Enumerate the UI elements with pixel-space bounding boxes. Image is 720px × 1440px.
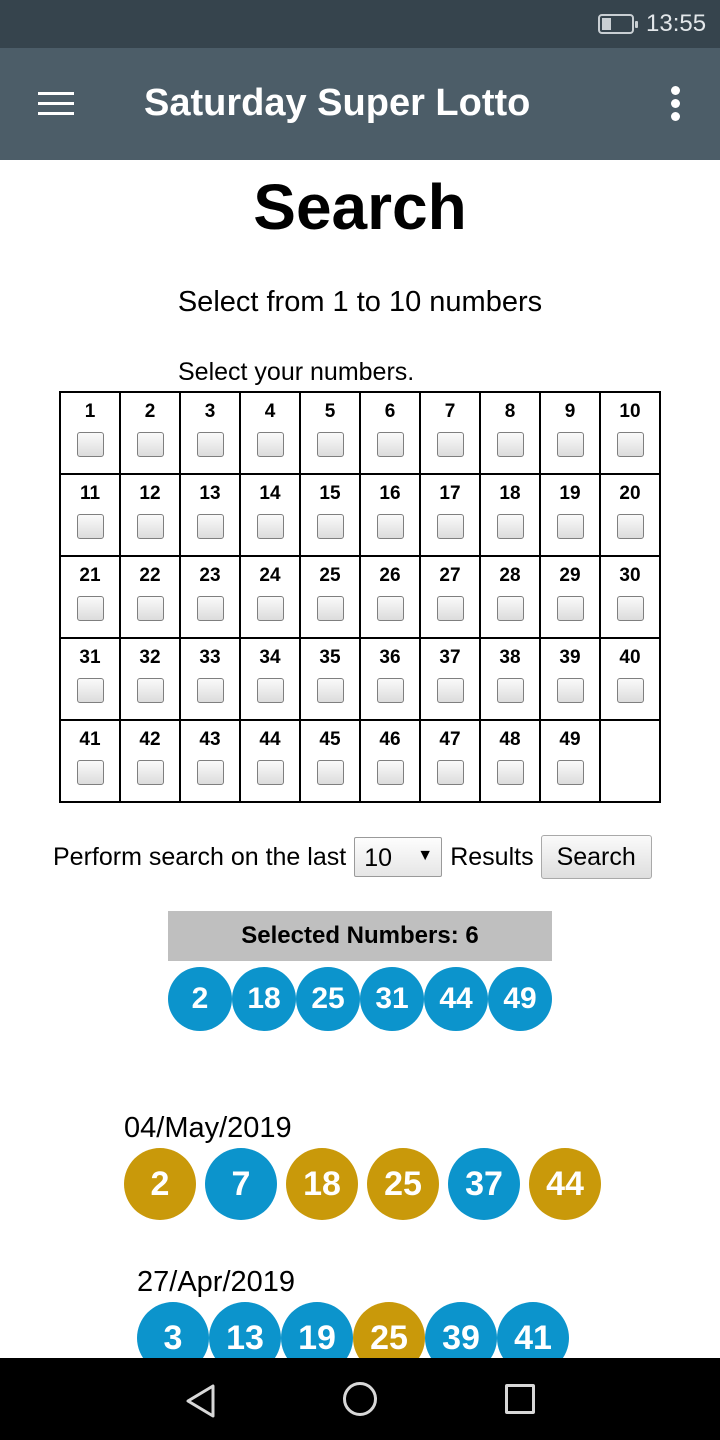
recent-apps-square-icon[interactable] [505,1384,535,1414]
number-label: 15 [319,483,341,504]
number-cell-7 [420,392,480,474]
number-label: 7 [444,401,456,422]
number-label: 27 [439,565,461,586]
selected-number-ball: 31 [360,967,424,1031]
draw-balls [124,1148,610,1220]
number-label: 21 [79,565,101,586]
chevron-down-icon: ▼ [417,847,434,864]
drawn-number-ball: 3 [137,1302,209,1374]
number-checkbox-41[interactable] [77,760,104,785]
number-label: 37 [439,647,461,668]
system-nav-bar [0,1358,720,1440]
page-title: Search [253,171,467,243]
number-label: 39 [559,647,581,668]
number-checkbox-11[interactable] [77,514,104,539]
matched-number-ball: 44 [529,1148,601,1220]
results-count-select[interactable] [354,837,442,877]
number-cell-31 [60,638,120,720]
selected-number-ball: 2 [168,967,232,1031]
number-checkbox-26[interactable] [377,596,404,621]
number-label: 18 [499,483,521,504]
number-cell-46 [360,720,420,802]
number-checkbox-28[interactable] [497,596,524,621]
number-checkbox-46[interactable] [377,760,404,785]
drawn-number-ball: 41 [497,1302,569,1374]
number-label: 46 [379,729,401,750]
number-cell-36 [360,638,420,720]
number-cell-8 [480,392,540,474]
number-checkbox-48[interactable] [497,760,524,785]
number-checkbox-37[interactable] [437,678,464,703]
number-label: 23 [199,565,221,586]
selected-numbers-balls [168,967,552,1031]
number-cell-42 [120,720,180,802]
number-checkbox-3[interactable] [197,432,224,457]
number-label: 35 [319,647,341,668]
number-checkbox-47[interactable] [437,760,464,785]
number-label: 24 [259,565,281,586]
number-checkbox-2[interactable] [137,432,164,457]
number-label: 47 [439,729,461,750]
matched-number-ball: 2 [124,1148,196,1220]
number-checkbox-4[interactable] [257,432,284,457]
number-checkbox-5[interactable] [317,432,344,457]
number-label: 43 [199,729,221,750]
number-cell-6 [360,392,420,474]
home-circle-icon[interactable] [343,1382,377,1416]
number-checkbox-17[interactable] [437,514,464,539]
number-cell-38 [480,638,540,720]
number-checkbox-6[interactable] [377,432,404,457]
number-cell-2 [120,392,180,474]
number-checkbox-30[interactable] [617,596,644,621]
drawn-number-ball: 7 [205,1148,277,1220]
matched-number-ball: 25 [353,1302,425,1374]
number-cell-33 [180,638,240,720]
selected-number-ball: 18 [232,967,296,1031]
number-cell-16 [360,474,420,556]
number-checkbox-39[interactable] [557,678,584,703]
number-cell-45 [300,720,360,802]
matched-number-ball: 18 [286,1148,358,1220]
number-checkbox-12[interactable] [137,514,164,539]
number-label: 14 [259,483,281,504]
number-label: 4 [264,401,276,422]
number-label: 28 [499,565,521,586]
empty-cell [600,720,660,802]
selected-number-ball: 44 [424,967,488,1031]
number-label: 3 [204,401,216,422]
number-label: 40 [619,647,641,668]
number-cell-48 [480,720,540,802]
number-checkbox-10[interactable] [617,432,644,457]
status-time: 13:55 [646,10,707,37]
search-suffix-text: Results [450,842,534,871]
number-label: 12 [139,483,161,504]
number-checkbox-15[interactable] [317,514,344,539]
number-cell-18 [480,474,540,556]
number-label: 41 [79,729,101,750]
number-cell-44 [240,720,300,802]
matched-number-ball: 25 [367,1148,439,1220]
number-cell-32 [120,638,180,720]
number-label: 32 [139,647,161,668]
number-label: 2 [144,401,156,422]
number-checkbox-35[interactable] [317,678,344,703]
number-label: 30 [619,565,641,586]
number-cell-25 [300,556,360,638]
number-label: 36 [379,647,401,668]
number-cell-40 [600,638,660,720]
number-checkbox-19[interactable] [557,514,584,539]
number-label: 31 [79,647,101,668]
number-cell-20 [600,474,660,556]
number-checkbox-31[interactable] [77,678,104,703]
number-checkbox-20[interactable] [617,514,644,539]
number-checkbox-29[interactable] [557,596,584,621]
number-cell-15 [300,474,360,556]
number-label: 19 [559,483,581,504]
selected-number-ball: 25 [296,967,360,1031]
number-cell-3 [180,392,240,474]
number-cell-49 [540,720,600,802]
drawn-number-ball: 39 [425,1302,497,1374]
number-checkbox-9[interactable] [557,432,584,457]
number-checkbox-38[interactable] [497,678,524,703]
number-cell-26 [360,556,420,638]
number-cell-21 [60,556,120,638]
number-cell-14 [240,474,300,556]
grid-row [60,638,660,720]
grid-row [60,392,660,474]
number-label: 45 [319,729,341,750]
number-cell-4 [240,392,300,474]
draw-date: 27/Apr/2019 [137,1266,296,1298]
number-label: 5 [324,401,336,422]
number-cell-22 [120,556,180,638]
number-label: 44 [259,729,281,750]
number-checkbox-14[interactable] [257,514,284,539]
number-cell-37 [420,638,480,720]
number-checkbox-16[interactable] [377,514,404,539]
number-label: 33 [199,647,221,668]
number-cell-24 [240,556,300,638]
grid-row [60,556,660,638]
number-checkbox-18[interactable] [497,514,524,539]
number-checkbox-32[interactable] [137,678,164,703]
drawn-number-ball: 13 [209,1302,281,1374]
number-label: 10 [619,401,641,422]
number-selection-grid [59,391,661,803]
number-label: 8 [504,401,516,422]
number-checkbox-21[interactable] [77,596,104,621]
grid-row [60,720,660,802]
number-checkbox-34[interactable] [257,678,284,703]
drawn-number-ball: 19 [281,1302,353,1374]
number-checkbox-44[interactable] [257,760,284,785]
app-bar [0,48,720,160]
number-cell-19 [540,474,600,556]
grid-caption: Select your numbers. [178,358,415,386]
number-cell-13 [180,474,240,556]
number-label: 34 [259,647,281,668]
number-label: 17 [439,483,461,504]
number-checkbox-22[interactable] [137,596,164,621]
grid-row [60,474,660,556]
number-label: 48 [499,729,521,750]
number-label: 25 [319,565,341,586]
number-label: 13 [199,483,221,504]
number-checkbox-1[interactable] [77,432,104,457]
selected-numbers-header: Selected Numbers: 6 [168,911,552,961]
number-checkbox-49[interactable] [557,760,584,785]
number-cell-1 [60,392,120,474]
number-cell-23 [180,556,240,638]
number-checkbox-13[interactable] [197,514,224,539]
number-checkbox-8[interactable] [497,432,524,457]
search-row [53,836,652,878]
app-title: Saturday Super Lotto [144,82,531,124]
number-checkbox-27[interactable] [437,596,464,621]
battery-low-icon [598,14,634,34]
number-checkbox-7[interactable] [437,432,464,457]
number-cell-47 [420,720,480,802]
number-label: 1 [84,401,96,422]
back-triangle-icon[interactable] [186,1384,216,1418]
number-cell-5 [300,392,360,474]
number-cell-11 [60,474,120,556]
drawn-number-ball: 37 [448,1148,520,1220]
number-label: 29 [559,565,581,586]
number-cell-43 [180,720,240,802]
number-label: 22 [139,565,161,586]
number-cell-35 [300,638,360,720]
instruction-text: Select from 1 to 10 numbers [177,286,543,318]
number-label: 42 [139,729,161,750]
number-cell-34 [240,638,300,720]
number-label: 20 [619,483,641,504]
number-label: 38 [499,647,521,668]
number-label: 26 [379,565,401,586]
draw-date: 04/May/2019 [124,1112,292,1144]
number-cell-12 [120,474,180,556]
number-cell-17 [420,474,480,556]
number-checkbox-33[interactable] [197,678,224,703]
number-cell-29 [540,556,600,638]
number-checkbox-45[interactable] [317,760,344,785]
number-checkbox-36[interactable] [377,678,404,703]
selected-number-ball: 49 [488,967,552,1031]
number-checkbox-42[interactable] [137,760,164,785]
number-cell-39 [540,638,600,720]
number-cell-30 [600,556,660,638]
status-bar [0,0,720,48]
number-cell-10 [600,392,660,474]
results-count-value: 10 [364,844,393,872]
number-label: 49 [559,729,581,750]
number-checkbox-40[interactable] [617,678,644,703]
number-cell-27 [420,556,480,638]
search-button[interactable]: Search [541,835,652,879]
number-checkbox-25[interactable] [317,596,344,621]
number-checkbox-23[interactable] [197,596,224,621]
number-label: 16 [379,483,401,504]
number-label: 6 [384,401,396,422]
search-prefix-text: Perform search on the last [53,842,347,871]
number-checkbox-24[interactable] [257,596,284,621]
number-label: 11 [79,483,101,504]
number-checkbox-43[interactable] [197,760,224,785]
number-cell-28 [480,556,540,638]
hamburger-menu-icon[interactable] [38,92,74,116]
number-label: 9 [564,401,576,422]
more-vert-icon[interactable] [664,86,688,122]
number-cell-41 [60,720,120,802]
number-cell-9 [540,392,600,474]
